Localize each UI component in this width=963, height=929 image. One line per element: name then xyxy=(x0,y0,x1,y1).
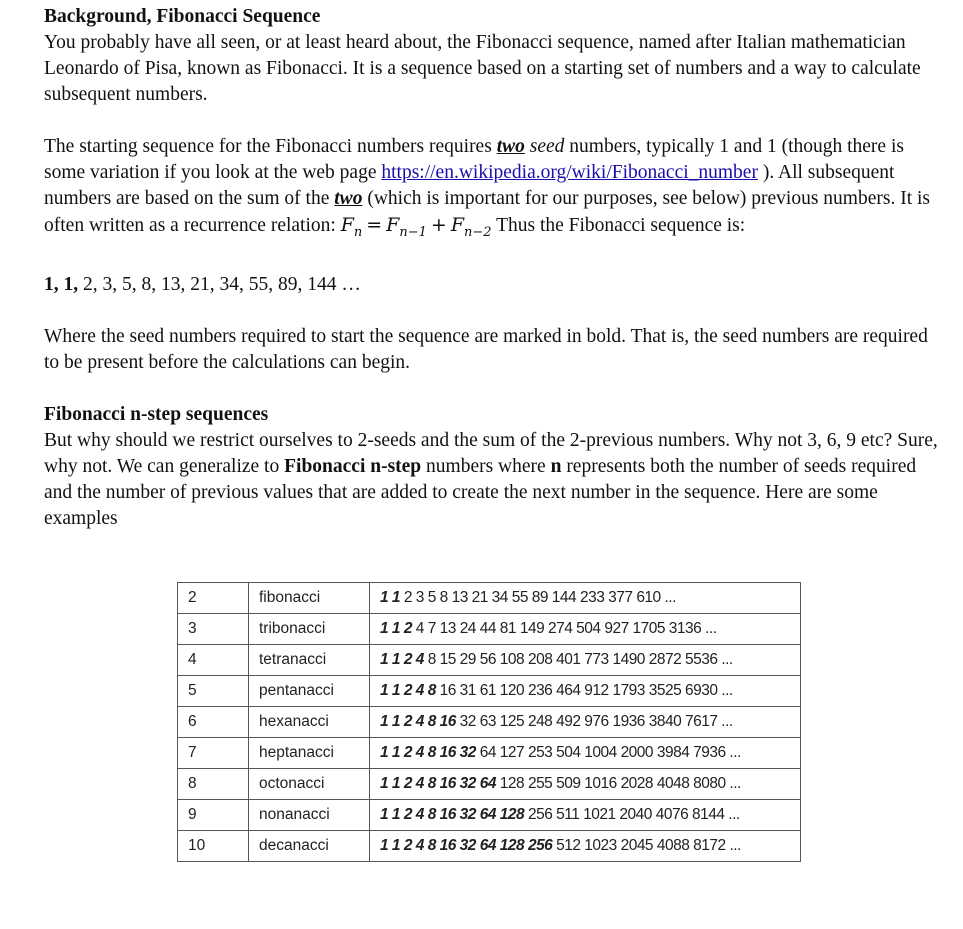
sequence-cell xyxy=(370,800,801,831)
sequence-seeds: 1, 1, xyxy=(44,273,79,295)
recurrence-formula xyxy=(340,214,492,240)
document-body xyxy=(44,4,944,532)
name-cell: pentanacci xyxy=(249,676,370,707)
sequence-rest: 2, 3, 5, 8, 13, 21, 34, 55, 89, 144 … xyxy=(78,273,361,295)
section-heading-nstep: Fibonacci n-step sequences xyxy=(44,403,269,425)
nstep-table-body xyxy=(178,583,801,862)
n-cell: 8 xyxy=(178,769,249,800)
formula-op: = xyxy=(366,214,383,236)
n-cell: 9 xyxy=(178,800,249,831)
text-run: Thus the Fibonacci sequence is: xyxy=(491,215,746,236)
text-run: numbers where xyxy=(421,455,551,477)
sequence-cell xyxy=(370,645,801,676)
table-row xyxy=(178,800,801,831)
sequence-values: 32 63 125 248 492 976 1936 3840 7617 ... xyxy=(455,713,733,730)
seed-values: 1 1 2 4 8 16 32 xyxy=(380,744,476,761)
sequence-values: 2 3 5 8 13 21 34 55 89 144 233 377 610 ... xyxy=(400,589,676,606)
spacer xyxy=(44,246,944,272)
table-row xyxy=(178,645,801,676)
text-run: numbers, typically 1 and 1 (though there is some variation if you look at the web page xyxy=(44,136,904,183)
n-cell: 3 xyxy=(178,614,249,645)
section-heading-background: Background, Fibonacci Sequence xyxy=(44,6,321,27)
seed-values: 1 1 2 4 8 16 32 64 xyxy=(380,775,496,792)
n-cell: 7 xyxy=(178,738,249,769)
sequence-cell xyxy=(370,583,801,614)
sequence-cell xyxy=(370,831,801,862)
sequence-values: 64 127 253 504 1004 2000 3984 7936 ... xyxy=(475,744,741,761)
n-cell: 4 xyxy=(178,645,249,676)
emphasis-seed: seed xyxy=(529,136,565,157)
table-row xyxy=(178,614,801,645)
seed-values: 1 1 2 4 8 16 32 64 128 256 xyxy=(380,837,553,854)
emphasis-two-2: two xyxy=(334,188,363,209)
text-run: ). All subsequent numbers are based on the sum of the xyxy=(44,162,895,209)
name-cell: octonacci xyxy=(249,769,370,800)
formula-op: + xyxy=(430,214,447,236)
name-cell: nonanacci xyxy=(249,800,370,831)
seed-values: 1 1 xyxy=(380,589,401,606)
n-cell: 6 xyxy=(178,707,249,738)
nstep-paragraph xyxy=(44,428,944,532)
text-run: The starting sequence for the Fibonacci numbers requires xyxy=(44,136,497,157)
sequence-cell xyxy=(370,707,801,738)
sequence-values: 16 31 61 120 236 464 912 1793 3525 6930 ... xyxy=(435,682,733,699)
table-row xyxy=(178,676,801,707)
table-row xyxy=(178,769,801,800)
name-cell: heptanacci xyxy=(249,738,370,769)
bold-term: n xyxy=(550,455,562,477)
table-row xyxy=(178,707,801,738)
spacer xyxy=(44,376,944,402)
nstep-table xyxy=(177,582,801,862)
name-cell: fibonacci xyxy=(249,583,370,614)
name-cell: tribonacci xyxy=(249,614,370,645)
text-run: represents both the number of seeds required and the number of previous values that are added to create the next number in the sequence. Here are some examples xyxy=(44,455,917,529)
seed-paragraph xyxy=(44,134,944,246)
seed-explanation-paragraph: Where the seed numbers required to start the sequence are marked in bold. That is, the seed numbers are required to be present before the calculations can begin. xyxy=(44,325,928,373)
n-cell: 5 xyxy=(178,676,249,707)
seed-values: 1 1 2 4 8 xyxy=(380,682,436,699)
emphasis-two: two xyxy=(496,136,525,157)
sequence-values: 4 7 13 24 44 81 149 274 504 927 1705 3136 ... xyxy=(411,620,717,637)
formula-var: F xyxy=(386,214,400,236)
sequence-cell xyxy=(370,738,801,769)
bold-term: Fibonacci n-step xyxy=(284,455,422,477)
spacer xyxy=(44,298,944,324)
name-cell: decanacci xyxy=(249,831,370,862)
formula-var: F xyxy=(340,214,354,236)
intro-paragraph: You probably have all seen, or at least heard about, the Fibonacci sequence, named after Italian mathematician Leonardo of Pisa, known as Fibonacci. It is a sequence based on a starting set of numbers and a way to calculate subsequent numbers. xyxy=(44,32,921,105)
spacer xyxy=(44,108,944,134)
sequence-cell xyxy=(370,676,801,707)
sequence-values: 512 1023 2045 4088 8172 ... xyxy=(552,837,741,854)
sequence-values: 8 15 29 56 108 208 401 773 1490 2872 5536 ... xyxy=(423,651,733,668)
formula-var: F xyxy=(450,214,465,236)
table-row xyxy=(178,583,801,614)
n-cell: 10 xyxy=(178,831,249,862)
name-cell: hexanacci xyxy=(249,707,370,738)
sequence-cell xyxy=(370,769,801,800)
name-cell: tetranacci xyxy=(249,645,370,676)
formula-sub: n xyxy=(353,224,363,240)
fibonacci-sequence xyxy=(44,272,944,298)
wikipedia-link[interactable]: https://en.wikipedia.org/wiki/Fibonacci_number xyxy=(381,162,758,183)
formula-sub: n−1 xyxy=(399,224,427,240)
table-row xyxy=(178,738,801,769)
seed-values: 1 1 2 4 8 16 32 64 128 xyxy=(380,806,525,823)
sequence-cell xyxy=(370,614,801,645)
seed-values: 1 1 2 xyxy=(380,620,412,637)
seed-values: 1 1 2 4 xyxy=(380,651,424,668)
formula-sub: n−2 xyxy=(464,224,492,240)
seed-values: 1 1 2 4 8 16 xyxy=(380,713,456,730)
text-run: But why should we restrict ourselves to 2-seeds and the sum of the 2-previous numbers. Why not 3, 6, 9 etc? Sure, why not. We can generalize to xyxy=(44,429,938,477)
table-row xyxy=(178,831,801,862)
sequence-values: 128 255 509 1016 2028 4048 8080 ... xyxy=(495,775,741,792)
sequence-values: 256 511 1021 2040 4076 8144 ... xyxy=(524,806,740,823)
n-cell: 2 xyxy=(178,583,249,614)
text-run: (which is important for our purposes, see below) previous numbers. It is often written as a recurrence relation: xyxy=(44,188,931,236)
